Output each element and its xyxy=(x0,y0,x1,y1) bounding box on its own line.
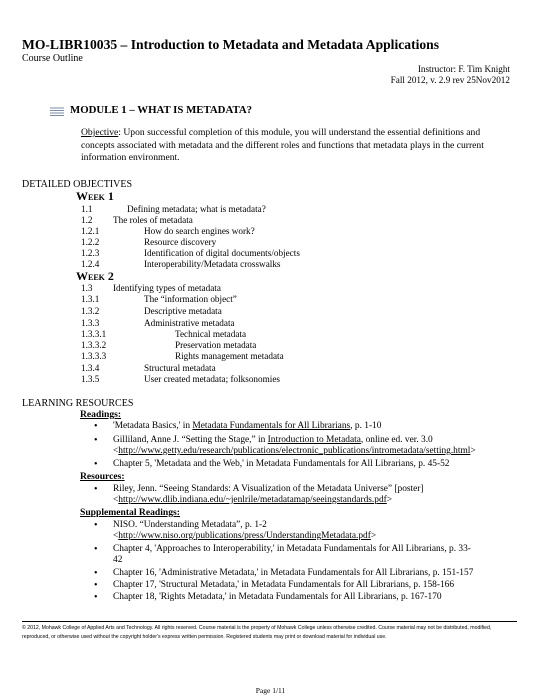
week-2-heading: Week 2 xyxy=(76,269,114,283)
supplemental-readings-heading: Supplemental Readings: xyxy=(80,507,180,518)
objective-num: 1.3.3.3 xyxy=(81,351,107,361)
bullet-icon: • xyxy=(94,568,98,579)
module-title: MODULE 1 – WHAT IS METADATA? xyxy=(70,104,253,116)
objective-text: Technical metadata xyxy=(175,329,247,339)
objective-num: 1.3.3.2 xyxy=(81,340,107,350)
copyright-notice: © 2012, Mohawk College of Applied Arts and Technology. All rights reserved. Course material is the property of Mohawk College unless otherwise credited. Course material may not be distributed, modified, reproduced, or otherwise used without the copyright holder's express written permission. Registered students may print or download material for individual use. xyxy=(22,625,492,640)
resource-item: Riley, Jenn. “Seeing Standards: A Visualization of the Metadata Universe” [poster] xyxy=(113,484,424,494)
bullet-icon: • xyxy=(94,592,98,603)
objective-text: Identification of digital documents/objects xyxy=(144,248,300,258)
week-1-heading: Week 1 xyxy=(76,189,114,203)
module-list-icon xyxy=(50,107,64,117)
objective-text: Defining metadata; what is metadata? xyxy=(127,204,266,214)
reading-link-line: <http://www.getty.edu/research/publications/electronic_publications/intrometadata/setting.html> xyxy=(113,446,476,456)
bullet-icon: • xyxy=(94,435,98,446)
bullet-icon: • xyxy=(94,421,98,432)
objective-num: 1.2.2 xyxy=(81,237,100,247)
objective-text: Identifying types of metadata xyxy=(113,283,221,293)
objective-num: 1.3.4 xyxy=(81,363,100,373)
bullet-icon: • xyxy=(94,459,98,470)
objective-text: How do search engines work? xyxy=(144,226,255,236)
bullet-icon: • xyxy=(94,580,98,591)
footer-divider xyxy=(22,621,517,622)
objective-label: Objective xyxy=(81,127,119,138)
objective-text: The roles of metadata xyxy=(113,215,193,225)
resource-link-line: <http://www.dlib.indiana.edu/~jenlrile/metadatamap/seeingstandards.pdf> xyxy=(113,495,393,505)
instructor-line: Instructor: F. Tim Knight xyxy=(417,64,510,74)
getty-link[interactable]: http://www.getty.edu/research/publications/electronic_publications/intrometadata/setting.html xyxy=(118,446,471,456)
readings-heading: Readings: xyxy=(80,409,122,420)
objective-text: : Upon successful completion of this module, you will understand the essential definitions and concepts associated with metadata and the different roles and functions that metadata plays in the current information environment. xyxy=(81,127,484,163)
objective-num: 1.2.1 xyxy=(81,226,100,236)
objective-text: Rights management metadata xyxy=(175,351,284,361)
dlib-link[interactable]: http://www.dlib.indiana.edu/~jenlrile/metadatamap/seeingstandards.pdf xyxy=(118,495,387,505)
objective-num: 1.2.4 xyxy=(81,259,100,269)
supplemental-item: Chapter 4, 'Approaches to Interoperability,' in Metadata Fundamentals for All Librarians, p. 33- xyxy=(113,544,471,554)
version-line: Fall 2012, v. 2.9 rev 25Nov2012 xyxy=(390,75,510,85)
detailed-objectives-heading: DETAILED OBJECTIVES xyxy=(22,179,133,190)
supplemental-item: Chapter 17, 'Structural Metadata,' in Metadata Fundamentals for All Librarians, p. 158-166 xyxy=(113,580,455,590)
objective-text: The “information object” xyxy=(144,294,237,304)
objective-text: Interoperability/Metadata crosswalks xyxy=(144,259,281,269)
objective-text: Resource discovery xyxy=(144,237,217,247)
reading-item: 'Metadata Basics,' in Metadata Fundamentals for All Librarians, p. 1-10 xyxy=(113,421,382,431)
objective-num: 1.3.3.1 xyxy=(81,329,107,339)
objective-num: 1.2.3 xyxy=(81,248,100,258)
reading-item: Gilliland, Anne J. “Setting the Stage,” in Introduction to Metadata, online ed. ver. 3.0 xyxy=(113,435,433,445)
objective-text: Preservation metadata xyxy=(175,340,257,350)
niso-link[interactable]: http://www.niso.org/publications/press/UnderstandingMetadata.pdf xyxy=(118,531,371,541)
objective-text: Descriptive metadata xyxy=(144,306,222,316)
learning-resources-heading: LEARNING RESOURCES xyxy=(22,398,134,409)
bullet-icon: • xyxy=(94,520,98,531)
objective-num: 1.3.3 xyxy=(81,318,100,328)
supplemental-link-line: <http://www.niso.org/publications/press/UnderstandingMetadata.pdf> xyxy=(113,531,377,541)
objective-text: User created metadata; folksonomies xyxy=(144,374,280,384)
objective-num: 1.3.5 xyxy=(81,374,100,384)
objective-num: 1.2 xyxy=(81,215,93,225)
objective-num: 1.3 xyxy=(81,283,93,293)
bullet-icon: • xyxy=(94,484,98,495)
reading-item: Chapter 5, 'Metadata and the Web,' in Metadata Fundamentals for All Librarians, p. 45-52 xyxy=(113,459,450,469)
objective-row: 1.1 xyxy=(81,204,93,214)
bullet-icon: • xyxy=(94,544,98,555)
course-title: MO-LIBR10035 – Introduction to Metadata and Metadata Applications xyxy=(22,37,440,52)
resources-heading: Resources: xyxy=(80,471,125,482)
supplemental-item: Chapter 16, 'Administrative Metadata,' in Metadata Fundamentals for All Librarians, p. 151-157 xyxy=(113,568,474,578)
supplemental-item: NISO. “Understanding Metadata”, p. 1-2 xyxy=(113,520,267,530)
objective-num: 1.3.1 xyxy=(81,294,100,304)
objective-text: Administrative metadata xyxy=(144,318,235,328)
objective-text: Structural metadata xyxy=(144,363,216,373)
supplemental-item: Chapter 18, 'Rights Metadata,' in Metadata Fundamentals for All Librarians, p. 167-170 xyxy=(113,592,442,602)
supplemental-item-cont: 42 xyxy=(113,555,123,565)
course-subtitle: Course Outline xyxy=(22,53,83,64)
objective-paragraph xyxy=(81,127,511,165)
page-number: Page 1/11 xyxy=(255,686,286,695)
objective-num: 1.3.2 xyxy=(81,306,100,316)
